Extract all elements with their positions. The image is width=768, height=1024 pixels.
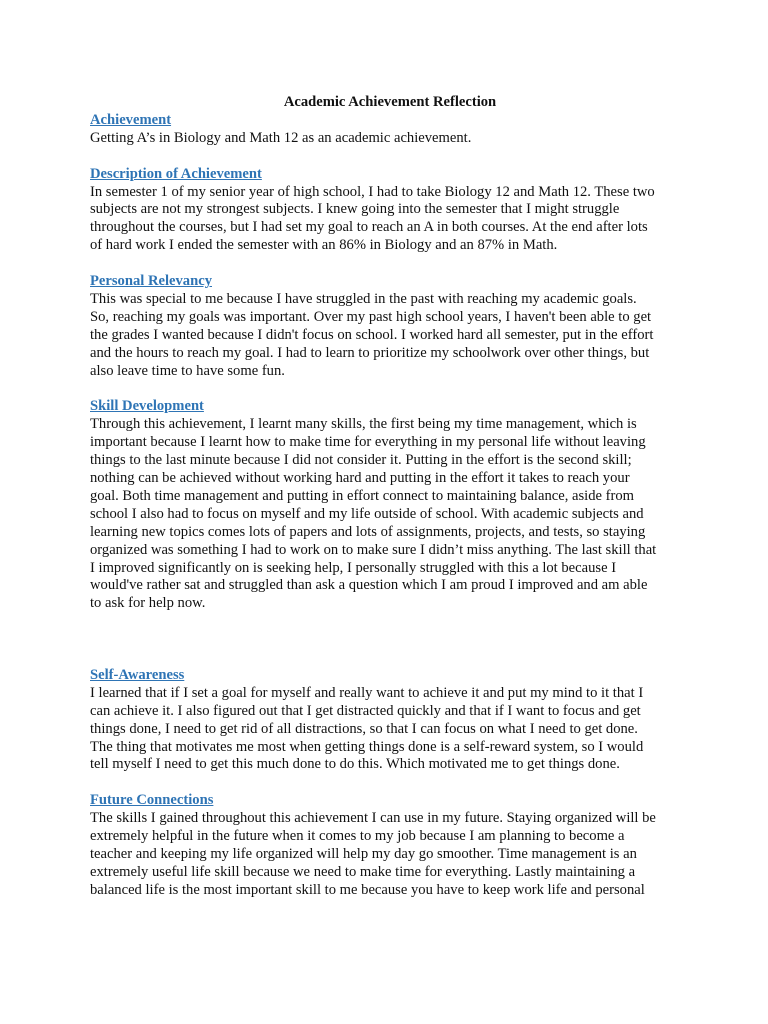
document-body <box>90 94 690 918</box>
section-line: This was special to me because I have struggled in the past with reaching my academic goals. <box>90 290 637 307</box>
section-future-connections <box>90 792 690 899</box>
section-heading-personal-relevancy[interactable]: Personal Relevancy <box>90 273 212 290</box>
section-line: extremely helpful in the future when it comes to my job because I am planning to become a <box>90 828 625 845</box>
section-line: important because I learnt how to make time for everything in my personal life without leaving <box>90 434 646 451</box>
section-description <box>90 166 690 256</box>
section-line: things to the last minute because I did not consider it. Putting in the effort is the second skill; <box>90 452 632 469</box>
section-line: of hard work I ended the semester with an 86% in Biology and an 87% in Math. <box>90 237 558 254</box>
section-line: also leave time to have some fun. <box>90 362 285 379</box>
section-line: can achieve it. I also figured out that I get distracted quickly and that if I want to focus and get <box>90 702 641 719</box>
section-line: I improved significantly on is seeking help, I personally struggled with this a lot because I <box>90 559 617 576</box>
section-heading-description[interactable]: Description of Achievement <box>90 165 262 182</box>
section-line: The skills I gained throughout this achievement I can use in my future. Staying organized will be <box>90 810 656 827</box>
section-line: extremely useful life skill because we need to make time for everything. Lastly maintaining a <box>90 863 636 880</box>
section-line: Getting A’s in Biology and Math 12 as an academic achievement. <box>90 129 472 146</box>
section-skill-development <box>90 398 690 613</box>
section-line: learning new topics comes lots of papers and lots of assignments, projects, and tests, so staying <box>90 523 646 540</box>
section-line: tell myself I need to get this much done to do this. Which motivated me to get things done. <box>90 756 620 773</box>
section-line: to ask for help now. <box>90 595 206 612</box>
section-line: The thing that motivates me most when getting things done is a self-reward system, so I would <box>90 738 644 755</box>
section-line: organized was something I had to work on to make sure I didn’t miss anything. The last skill that <box>90 541 657 558</box>
section-line: school I also had to focus on myself and my life outside of school. With academic subjects and <box>90 505 644 522</box>
section-heading-achievement[interactable]: Achievement <box>90 111 172 128</box>
section-achievement <box>90 112 690 148</box>
section-line: So, reaching my goals was important. Over my past high school years, I haven't been able to get <box>90 308 652 325</box>
section-line: and the hours to reach my goal. I had to learn to prioritize my schoolwork over other things, but <box>90 344 650 361</box>
section-line: things done, I need to get rid of all distractions, so that I can focus on what I need to get done. <box>90 720 638 737</box>
section-line: Through this achievement, I learnt many skills, the first being my time management, which is <box>90 416 637 433</box>
section-line: throughout the courses, but I had set my goal to reach an A in both courses. At the end after lots <box>90 219 648 236</box>
section-heading-future-connections[interactable]: Future Connections <box>90 792 214 809</box>
document-title: Academic Achievement Reflection <box>283 94 497 110</box>
section-line: teacher and keeping my life organized will help my day go smoother. Time management is an <box>90 845 637 862</box>
section-personal-relevancy <box>90 273 690 380</box>
section-self-awareness <box>90 667 690 774</box>
section-line: nothing can be achieved without working hard and putting in the effort it takes to reach your <box>90 469 630 486</box>
section-heading-self-awareness[interactable]: Self-Awareness <box>90 666 185 683</box>
section-line: In semester 1 of my senior year of high school, I had to take Biology 12 and Math 12. These two <box>90 183 655 200</box>
section-line: the grades I wanted because I didn't focus on school. I worked hard all semester, put in the effort <box>90 326 654 343</box>
blank-space <box>90 613 690 667</box>
section-heading-skill-development[interactable]: Skill Development <box>90 398 204 415</box>
section-line: goal. Both time management and putting in effort connect to maintaining balance, aside from <box>90 487 635 504</box>
section-line: would've rather sat and struggled than ask a question which I am proud I improved and am able <box>90 577 648 594</box>
section-line: subjects are not my strongest subjects. I knew going into the semester that I might struggle <box>90 201 620 218</box>
section-line: balanced life is the most important skill to me because you have to keep work life and personal <box>90 881 645 898</box>
section-line: I learned that if I set a goal for myself and really want to achieve it and put my mind to it that I <box>90 684 644 701</box>
